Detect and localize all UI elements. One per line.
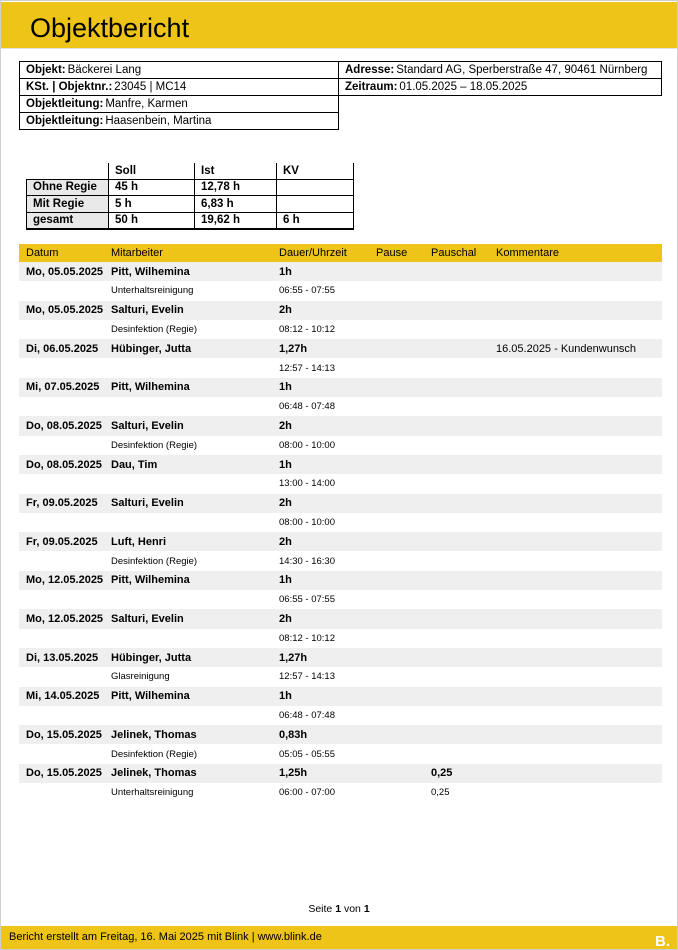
- page-indicator-separator: von: [343, 903, 361, 915]
- cell-date: Mi, 14.05.2025: [26, 690, 100, 703]
- cell-duration: 1h: [279, 265, 292, 278]
- cell-empty: [496, 281, 662, 300]
- cell-task-pauschal: [431, 667, 496, 686]
- worklog-main-row: [19, 725, 662, 744]
- cell-duration: 1h: [279, 690, 292, 703]
- cell-pauschal: [431, 455, 496, 474]
- cell-empty: [19, 629, 111, 648]
- cell-empty: [19, 706, 111, 725]
- cell-date: Do, 15.05.2025: [26, 728, 102, 741]
- cell-duration: 1,27h: [279, 651, 308, 664]
- cell-comment: [496, 494, 662, 513]
- info-value: 23045 | MC14: [114, 81, 187, 93]
- cell-empty: [19, 358, 111, 377]
- worklog-main-row: [19, 648, 662, 667]
- worklog-main-row: [19, 378, 662, 397]
- cell-date: Do, 08.05.2025: [26, 458, 102, 471]
- cell-task: Desinfektion (Regie): [111, 748, 198, 760]
- summary-row-label: Mit Regie: [27, 196, 109, 213]
- cell-time: 06:00 - 07:00: [279, 787, 335, 799]
- cell-pause: [376, 339, 431, 358]
- cell-empty: [496, 551, 662, 570]
- cell-pause: [376, 609, 431, 628]
- cell-pause: [376, 532, 431, 551]
- cell-empty: [376, 551, 431, 570]
- cell-comment: [496, 378, 662, 397]
- worklog-sub-row: [19, 474, 662, 493]
- worklog-col-pauschal: Pauschal: [431, 247, 477, 259]
- cell-duration: 2h: [279, 304, 292, 317]
- worklog-main-row: [19, 571, 662, 590]
- object-info-table: [19, 61, 339, 130]
- cell-pauschal: [431, 416, 496, 435]
- cell-date: Di, 06.05.2025: [26, 342, 99, 355]
- blink-logo: B.: [655, 933, 670, 950]
- cell-pause: [376, 725, 431, 744]
- cell-employee: Pitt, Wilhemina: [111, 381, 190, 394]
- cell-pauschal: [431, 648, 496, 667]
- cell-time: 12:57 - 14:13: [279, 362, 335, 374]
- cell-time: 14:30 - 16:30: [279, 555, 335, 567]
- worklog-sub-row: [19, 590, 662, 609]
- cell-task: [111, 590, 279, 609]
- summary-row-label: gesamt: [27, 212, 109, 229]
- cell-employee: Salturi, Evelin: [111, 420, 184, 433]
- worklog-main-row: [19, 262, 662, 281]
- cell-date: Fr, 09.05.2025: [26, 497, 98, 510]
- worklog-col-pause: Pause: [376, 247, 408, 259]
- worklog-main-row: [19, 416, 662, 435]
- cell-employee: Jelinek, Thomas: [111, 728, 197, 741]
- summary-col-kv: KV: [277, 163, 354, 179]
- cell-pause: [376, 494, 431, 513]
- cell-pauschal: [431, 339, 496, 358]
- cell-comment: [496, 687, 662, 706]
- cell-task-pauschal: [431, 744, 496, 763]
- info-row: [20, 62, 339, 79]
- cell-comment: [496, 455, 662, 474]
- cell-duration: 1h: [279, 381, 292, 394]
- worklog-main-row: [19, 494, 662, 513]
- info-label: KSt. | Objektnr.:: [26, 81, 113, 93]
- cell-pauschal: [431, 494, 496, 513]
- worklog-sub-row: [19, 513, 662, 532]
- worklog-sub-row: [19, 667, 662, 686]
- worklog-col-datum: Datum: [26, 247, 59, 259]
- cell-time: 08:00 - 10:00: [279, 517, 335, 528]
- cell-comment: [496, 764, 662, 783]
- cell-comment: [496, 571, 662, 590]
- cell-pause: [376, 455, 431, 474]
- cell-pause: [376, 301, 431, 320]
- cell-task-pauschal: [431, 436, 496, 455]
- cell-pauschal: [431, 378, 496, 397]
- cell-empty: [19, 436, 111, 455]
- worklog-main-row: [19, 687, 662, 706]
- cell-task-pauschal: [431, 551, 496, 570]
- cell-comment: [496, 262, 662, 281]
- cell-duration: 2h: [279, 497, 292, 510]
- info-value: 01.05.2025 – 18.05.2025: [399, 81, 528, 93]
- summary-row: [27, 179, 354, 196]
- cell-date: Mo, 05.05.2025: [26, 265, 104, 278]
- cell-empty: [376, 629, 431, 648]
- cell-date: Mi, 07.05.2025: [26, 381, 100, 394]
- cell-empty: [19, 320, 111, 339]
- cell-employee: Dau, Tim: [111, 458, 158, 471]
- cell-task-pauschal: 0,25: [431, 787, 450, 799]
- cell-employee: Jelinek, Thomas: [111, 767, 197, 780]
- cell-date: Mo, 05.05.2025: [26, 304, 104, 317]
- cell-pauschal: [431, 262, 496, 281]
- cell-date: Fr, 09.05.2025: [26, 535, 98, 548]
- info-value: Haasenbein, Martina: [105, 115, 212, 127]
- info-row: [339, 79, 662, 96]
- info-cell: [20, 62, 339, 79]
- cell-empty: [376, 474, 431, 493]
- cell-empty: [496, 320, 662, 339]
- info-row: [20, 113, 339, 130]
- cell-pauschal: [431, 532, 496, 551]
- cell-pauschal: [431, 301, 496, 320]
- cell-comment: [496, 648, 662, 667]
- summary-row: [27, 196, 354, 213]
- cell-task-pauschal: [431, 281, 496, 300]
- summary-header-row: [27, 163, 354, 179]
- page-title: Objektbericht: [30, 13, 190, 43]
- cell-employee: Luft, Henri: [111, 535, 166, 548]
- cell-comment: [496, 416, 662, 435]
- worklog-sub-row: [19, 783, 662, 802]
- cell-pause: [376, 764, 431, 783]
- cell-empty: [376, 667, 431, 686]
- report-footer: [1, 926, 677, 949]
- cell-employee: Salturi, Evelin: [111, 304, 184, 317]
- cell-employee: Salturi, Evelin: [111, 612, 184, 625]
- cell-task: Desinfektion (Regie): [111, 439, 198, 451]
- cell-pauschal: [431, 571, 496, 590]
- cell-task-pauschal: [431, 474, 496, 493]
- cell-pause: [376, 687, 431, 706]
- cell-duration: 1h: [279, 458, 292, 471]
- cell-date: Do, 15.05.2025: [26, 767, 102, 780]
- address-info-table: [338, 61, 662, 96]
- cell-empty: [376, 320, 431, 339]
- cell-empty: [19, 397, 111, 416]
- cell-employee: Hübinger, Jutta: [111, 651, 192, 664]
- cell-empty: [376, 397, 431, 416]
- cell-duration: 2h: [279, 535, 292, 548]
- cell-empty: [19, 590, 111, 609]
- cell-employee: Pitt, Wilhemina: [111, 690, 190, 703]
- cell-employee: Pitt, Wilhemina: [111, 265, 190, 278]
- cell-pauschal: 0,25: [431, 767, 453, 780]
- page-indicator: [1, 903, 677, 915]
- worklog-sub-row: [19, 281, 662, 300]
- cell-empty: [19, 281, 111, 300]
- cell-empty: [496, 397, 662, 416]
- cell-pause: [376, 262, 431, 281]
- summary-cell-kv: [277, 196, 354, 213]
- cell-date: Mo, 12.05.2025: [26, 612, 104, 625]
- cell-employee: Salturi, Evelin: [111, 497, 184, 510]
- cell-comment: [496, 532, 662, 551]
- cell-duration: 1,27h: [279, 342, 308, 355]
- cell-empty: [496, 358, 662, 377]
- cell-comment: [496, 301, 662, 320]
- cell-time: 12:57 - 14:13: [279, 671, 335, 683]
- worklog-table: [19, 244, 662, 802]
- cell-task-pauschal: [431, 706, 496, 725]
- cell-empty: [496, 706, 662, 725]
- summary-cell-kv: [277, 179, 354, 196]
- summary-cell-ist: 12,78 h: [195, 179, 277, 196]
- summary-row-label: Ohne Regie: [27, 179, 109, 196]
- worklog-main-row: [19, 609, 662, 628]
- cell-empty: [376, 783, 431, 802]
- worklog-header-row: [19, 244, 662, 262]
- info-cell: [20, 113, 339, 130]
- cell-duration: 2h: [279, 612, 292, 625]
- cell-task: Unterhaltsreinigung: [111, 285, 194, 297]
- cell-time: 08:00 - 10:00: [279, 439, 335, 451]
- page-indicator-prefix: Seite: [308, 903, 333, 915]
- cell-duration: 2h: [279, 420, 292, 433]
- worklog-main-row: [19, 532, 662, 551]
- hours-summary-table: [26, 163, 354, 230]
- cell-time: 06:55 - 07:55: [279, 285, 335, 297]
- worklog-main-row: [19, 339, 662, 358]
- info-label: Objektleitung:: [26, 115, 104, 127]
- summary-cell-soll: 45 h: [109, 179, 195, 196]
- cell-duration: 0,83h: [279, 728, 308, 741]
- cell-pause: [376, 571, 431, 590]
- cell-empty: [376, 590, 431, 609]
- cell-empty: [376, 281, 431, 300]
- cell-task: [111, 358, 279, 377]
- summary-cell-ist: 6,83 h: [195, 196, 277, 213]
- cell-empty: [496, 436, 662, 455]
- cell-empty: [496, 590, 662, 609]
- cell-employee: Pitt, Wilhemina: [111, 574, 190, 587]
- cell-task: [111, 474, 279, 493]
- cell-empty: [376, 706, 431, 725]
- cell-duration: 1h: [279, 574, 292, 587]
- worklog-main-row: [19, 301, 662, 320]
- cell-task-pauschal: [431, 590, 496, 609]
- cell-task: [111, 397, 279, 416]
- cell-date: Mo, 12.05.2025: [26, 574, 104, 587]
- cell-date: Di, 13.05.2025: [26, 651, 99, 664]
- worklog-sub-row: [19, 551, 662, 570]
- worklog-main-row: [19, 455, 662, 474]
- cell-time: 06:55 - 07:55: [279, 594, 335, 606]
- summary-cell-soll: 50 h: [109, 212, 195, 229]
- cell-task: [111, 513, 279, 532]
- info-label: Objektleitung:: [26, 98, 104, 110]
- info-cell: [20, 96, 339, 113]
- worklog-sub-row: [19, 358, 662, 377]
- page-indicator-current: 1: [335, 903, 342, 915]
- info-label: Objekt:: [26, 64, 66, 76]
- cell-empty: [376, 358, 431, 377]
- cell-pause: [376, 648, 431, 667]
- info-value: Manfre, Karmen: [105, 98, 188, 110]
- worklog-sub-row: [19, 320, 662, 339]
- cell-time: 06:48 - 07:48: [279, 401, 335, 413]
- worklog-col-mitarbeiter: Mitarbeiter: [111, 247, 163, 259]
- cell-duration: 1,25h: [279, 767, 308, 780]
- cell-pause: [376, 378, 431, 397]
- info-label: Adresse:: [345, 64, 395, 76]
- worklog-sub-row: [19, 397, 662, 416]
- summary-cell-kv: 6 h: [277, 212, 354, 229]
- cell-empty: [19, 513, 111, 532]
- cell-task-pauschal: [431, 320, 496, 339]
- cell-empty: [376, 436, 431, 455]
- info-cell: [339, 79, 662, 96]
- footer-created-text: Bericht erstellt am Freitag, 16. Mai 2025 mit Blink | www.blink.de: [9, 931, 322, 943]
- cell-empty: [376, 744, 431, 763]
- cell-task: [111, 629, 279, 648]
- info-row: [339, 62, 662, 79]
- cell-pauschal: [431, 725, 496, 744]
- cell-empty: [19, 783, 111, 802]
- cell-empty: [19, 474, 111, 493]
- info-label: Zeitraum:: [345, 81, 398, 93]
- cell-employee: Hübinger, Jutta: [111, 342, 192, 355]
- info-value: Bäckerei Lang: [67, 64, 142, 76]
- summary-cell-ist: 19,62 h: [195, 212, 277, 229]
- cell-empty: [496, 513, 662, 532]
- cell-time: 05:05 - 05:55: [279, 748, 335, 760]
- cell-time: 08:12 - 10:12: [279, 632, 335, 644]
- cell-empty: [496, 744, 662, 763]
- info-row: [20, 79, 339, 96]
- page-indicator-total: 1: [363, 903, 370, 915]
- cell-pauschal: [431, 609, 496, 628]
- info-cell: [339, 62, 662, 79]
- cell-pauschal: [431, 687, 496, 706]
- cell-pause: [376, 416, 431, 435]
- cell-comment: [496, 725, 662, 744]
- cell-task-pauschal: [431, 513, 496, 532]
- cell-empty: [496, 474, 662, 493]
- cell-empty: [496, 783, 662, 802]
- cell-empty: [19, 551, 111, 570]
- cell-task-pauschal: [431, 397, 496, 416]
- summary-col-ist: Ist: [195, 163, 277, 179]
- cell-time: 06:48 - 07:48: [279, 709, 335, 721]
- cell-empty: [496, 667, 662, 686]
- worklog-sub-row: [19, 744, 662, 763]
- cell-task-pauschal: [431, 358, 496, 377]
- summary-row: [27, 212, 354, 229]
- cell-date: Do, 08.05.2025: [26, 420, 102, 433]
- cell-task-pauschal: [431, 629, 496, 648]
- cell-task: Unterhaltsreinigung: [111, 787, 194, 799]
- info-row: [20, 96, 339, 113]
- cell-task: Glasreinigung: [111, 671, 170, 683]
- worklog-main-row: [19, 764, 662, 783]
- worklog-sub-row: [19, 436, 662, 455]
- cell-comment: [496, 609, 662, 628]
- cell-comment: 16.05.2025 - Kundenwunsch: [496, 342, 637, 355]
- cell-empty: [376, 513, 431, 532]
- cell-task: Desinfektion (Regie): [111, 324, 198, 336]
- report-header: [1, 2, 677, 49]
- worklog-sub-row: [19, 629, 662, 648]
- cell-task: Desinfektion (Regie): [111, 555, 198, 567]
- summary-cell-soll: 5 h: [109, 196, 195, 213]
- info-value: Standard AG, Sperberstraße 47, 90461 Nürnberg: [396, 64, 648, 76]
- summary-col-soll: Soll: [109, 163, 195, 179]
- cell-empty: [496, 629, 662, 648]
- cell-time: 13:00 - 14:00: [279, 478, 335, 490]
- cell-time: 08:12 - 10:12: [279, 324, 335, 336]
- summary-blank-header: [27, 163, 109, 179]
- worklog-sub-row: [19, 706, 662, 725]
- worklog-col-dauer: Dauer/Uhrzeit: [279, 247, 347, 259]
- cell-empty: [19, 744, 111, 763]
- cell-task: [111, 706, 279, 725]
- cell-empty: [19, 667, 111, 686]
- info-cell: [20, 79, 339, 96]
- worklog-col-kommentare: Kommentare: [496, 247, 559, 259]
